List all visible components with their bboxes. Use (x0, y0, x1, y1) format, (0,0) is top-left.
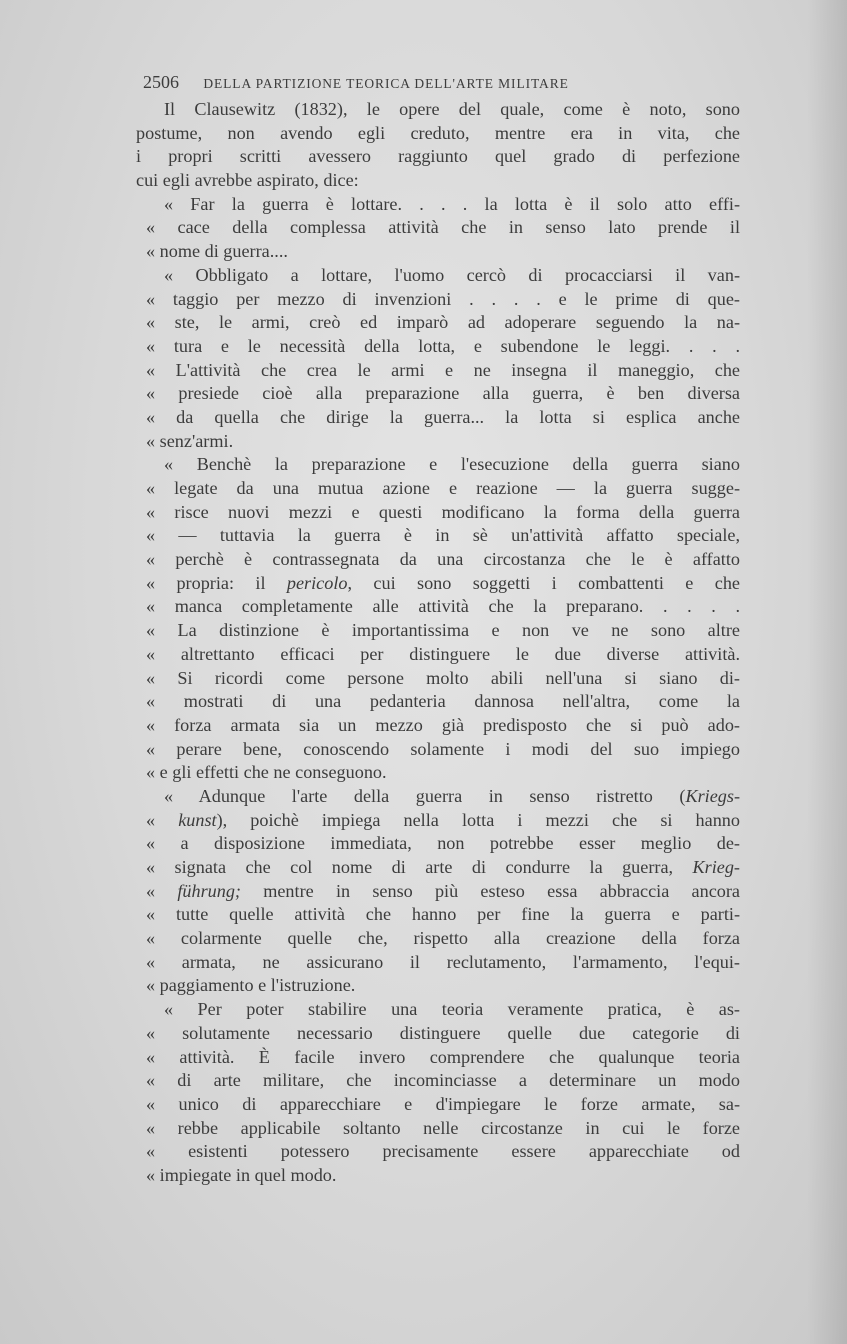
text-line: « Far la guerra è lottare. . . . la lotta è il solo atto effi- (164, 193, 740, 214)
text-line: « presiede cioè alla preparazione alla guerra, è ben diversa (146, 383, 740, 404)
text-line: « signata che col nome di arte di condurre la guerra, Krieg- (146, 857, 740, 877)
italic-word: führung; (177, 880, 241, 901)
text-line: « cace della complessa attività che in senso lato prende il (146, 217, 740, 238)
text-line: « paggiamento e l'istruzione. (146, 975, 356, 996)
text-line: « — tuttavia la guerra è in sè un'attività affatto speciale, (146, 525, 740, 546)
text-line: « armata, ne assicurano il reclutamento, l'armamento, l'equi- (146, 951, 740, 972)
page-edge-shadow (807, 0, 847, 1344)
text-line: « altrettanto efficaci per distinguere le due diverse attività. (146, 643, 740, 664)
text-line: « Si ricordi come persone molto abili nell'una si siano di- (146, 667, 740, 688)
text-line: « colarmente quelle che, rispetto alla creazione della forza (146, 928, 740, 949)
text-line: cui egli avrebbe aspirato, dice: (136, 170, 359, 191)
text-line: i propri scritti avessero raggiunto quel grado di perfezione (136, 146, 740, 167)
text-line: « Per poter stabilire una teoria veramente pratica, è as- (164, 999, 740, 1020)
text-line: « Benchè la preparazione e l'esecuzione della guerra siano (164, 454, 740, 475)
page-number: 2506 (143, 72, 179, 92)
text-line: « da quella che dirige la guerra... la lotta si esplica anche (146, 406, 740, 427)
text-line: « perare bene, conoscendo solamente i modi del suo impiego (146, 738, 740, 759)
text-line: « La distinzione è importantissima e non ve ne sono altre (146, 620, 740, 641)
italic-word: Kriegs- (685, 785, 740, 806)
text-line: « a disposizione immediata, non potrebbe esser meglio de- (146, 833, 740, 854)
text-line: « risce nuovi mezzi e questi modificano la forma della guerra (146, 501, 740, 522)
text-line: « mostrati di una pedanteria dannosa nell'altra, come la (146, 691, 740, 712)
text-line: « esistenti potessero precisamente essere apparecchiate od (146, 1141, 740, 1162)
text-line: Il Clausewitz (1832), le opere del quale, come è noto, sono (164, 99, 740, 119)
text-line: « Obbligato a lottare, l'uomo cercò di procacciarsi il van- (164, 264, 740, 285)
text-line: « e gli effetti che ne conseguono. (146, 762, 387, 783)
text-line: « taggio per mezzo di invenzioni . . . . e le prime di que- (146, 288, 740, 309)
text-line: « tutte quelle attività che hanno per fine la guerra e parti- (146, 904, 740, 925)
text-line: « ste, le armi, creò ed imparò ad adoperare seguendo la na- (146, 312, 740, 333)
text-line: « führung; mentre in senso più esteso essa abbraccia ancora (146, 880, 740, 901)
italic-word: Krieg- (692, 857, 740, 877)
body-text (136, 98, 740, 1188)
text-line: « kunst), poichè impiega nella lotta i mezzi che si hanno (146, 809, 740, 830)
text-line: « rebbe applicabile soltanto nelle circostanze in cui le forze (146, 1117, 740, 1138)
text-line: « forza armata sia un mezzo già predisposto che si può ado- (146, 714, 740, 735)
text-line: « unico di apparecchiare e d'impiegare le forze armate, sa- (146, 1093, 740, 1114)
text-line: « nome di guerra.... (146, 241, 288, 262)
text-line: « L'attività che crea le armi e ne insegna il maneggio, che (146, 359, 740, 380)
running-title: DELLA PARTIZIONE TEORICA DELL'ARTE MILITARE (203, 76, 569, 91)
page-header (143, 72, 743, 96)
text-line: postume, non avendo egli creduto, mentre era in vita, che (136, 122, 740, 143)
text-line: « legate da una mutua azione e reazione — la guerra sugge- (146, 478, 740, 498)
text-line: « impiegate in quel modo. (146, 1164, 337, 1185)
text-line: « tura e le necessità della lotta, e subendone le leggi. . . . (146, 335, 740, 356)
text-line: « di arte militare, che incominciasse a determinare un modo (146, 1070, 740, 1091)
text-line: « perchè è contrassegnata da una circostanza che le è affatto (146, 549, 740, 570)
italic-word: pericolo (286, 572, 348, 593)
text-line: « solutamente necessario distinguere quelle due categorie di (146, 1022, 740, 1043)
text-line: « attività. È facile invero comprendere che qualunque teoria (146, 1046, 740, 1067)
text-line-with-italic: « propria: il pericolo, cui sono soggetti i combattenti e che (146, 572, 740, 593)
text-line: « manca completamente alle attività che la preparano. . . . . (146, 596, 740, 617)
text-line: « senz'armi. (146, 430, 234, 451)
italic-word: kunst (178, 809, 217, 830)
text-line: « Adunque l'arte della guerra in senso ristretto (Kriegs- (164, 785, 740, 806)
